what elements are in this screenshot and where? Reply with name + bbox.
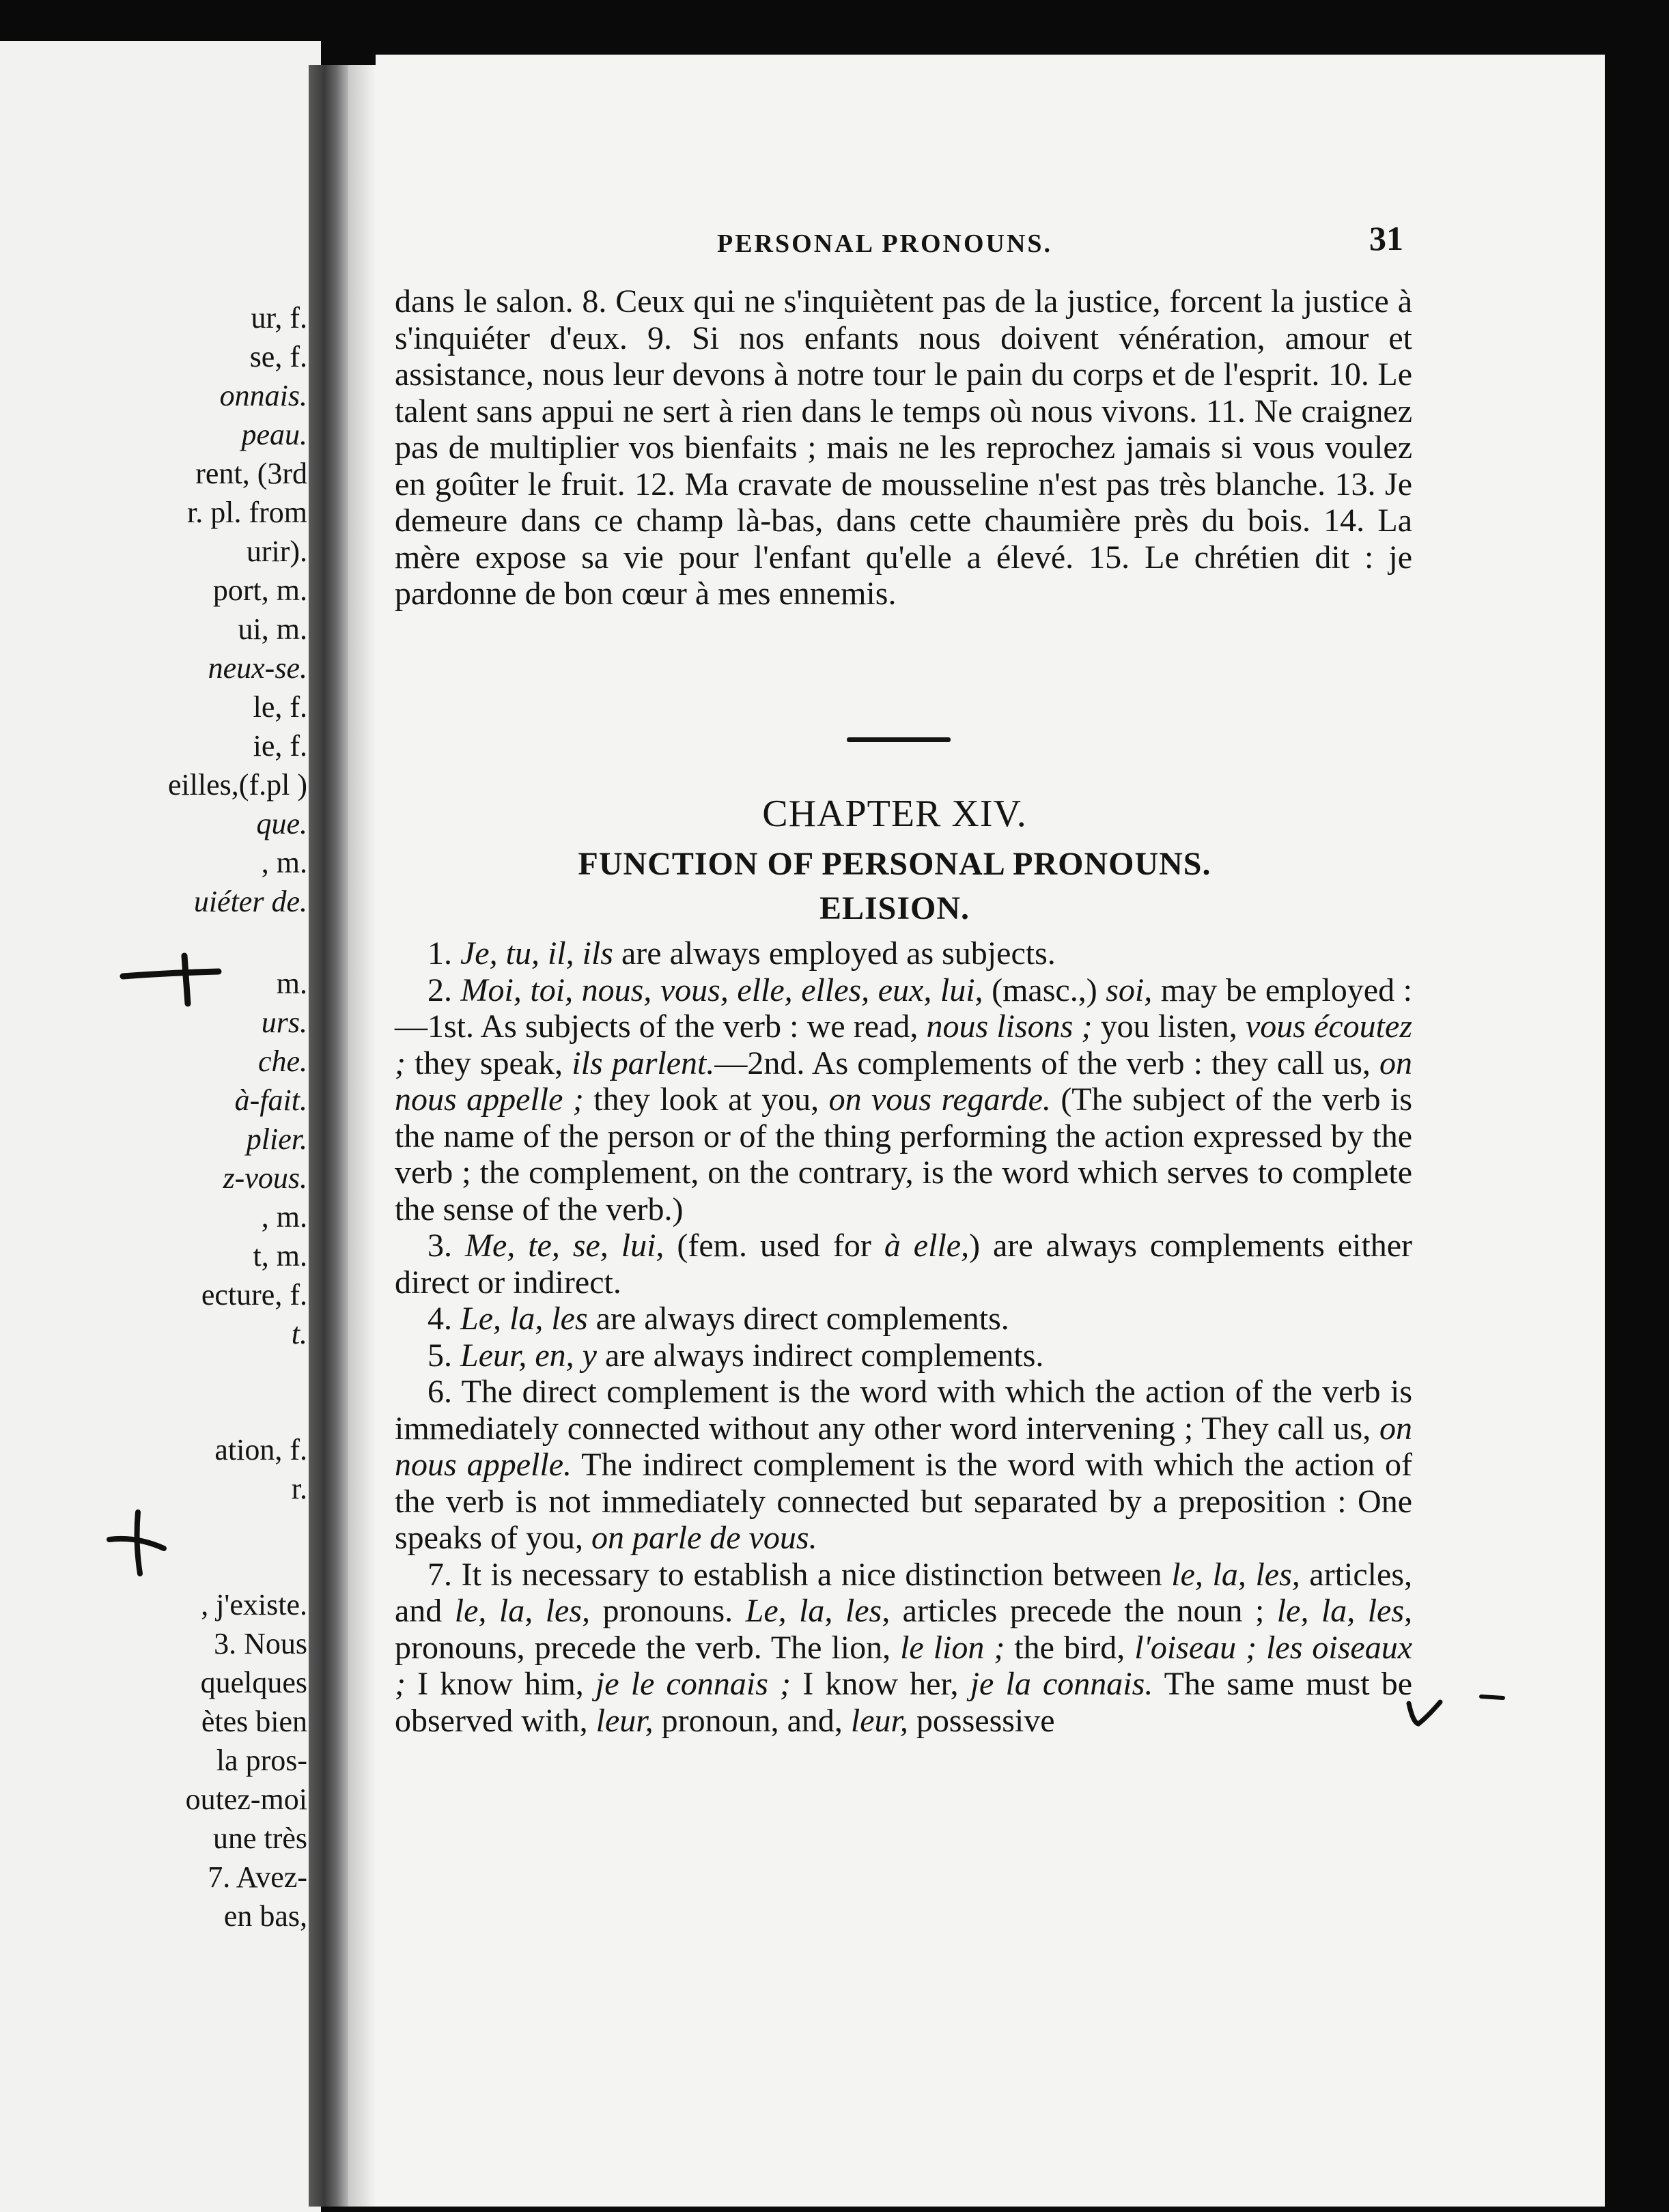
- rule-text: It is necessary to establish a nice distinction between: [461, 1556, 1172, 1593]
- left-page-line: m.: [276, 967, 307, 1000]
- french-example: leur,: [595, 1702, 654, 1739]
- left-page-line: onnais.: [219, 379, 307, 412]
- running-head: PERSONAL PRONOUNS.: [717, 229, 1053, 258]
- left-page-line: , m.: [261, 846, 307, 879]
- numbered-rule: [395, 1557, 1412, 1740]
- rule-text: I know him,: [405, 1666, 595, 1702]
- rule-text: pronouns.: [590, 1593, 746, 1629]
- left-page-line: t.: [291, 1317, 307, 1350]
- rule-text: possessive: [908, 1702, 1055, 1739]
- rule-text: ) are always complements either direct or indirect.: [395, 1228, 1413, 1301]
- french-example: on nous appelle.: [395, 1410, 1412, 1483]
- numbered-rule: [395, 1228, 1412, 1301]
- numbered-rule: [395, 1337, 1412, 1374]
- pencil-cross-mark-icon: [102, 1509, 171, 1577]
- rule-number: 3.: [427, 1228, 465, 1264]
- rule-text: pronouns, precede the verb. The lion,: [395, 1629, 901, 1666]
- rule-text: I know her,: [791, 1666, 970, 1702]
- rule-text: they speak,: [405, 1045, 572, 1081]
- rule-text: you listen,: [1092, 1008, 1246, 1045]
- right-background: [1605, 55, 1669, 2207]
- left-page-line: outez-moi: [185, 1783, 307, 1816]
- french-example: vous écoutez ;: [395, 1008, 1412, 1081]
- left-page-line: r.: [291, 1472, 307, 1505]
- left-page-line: z-vous.: [223, 1161, 307, 1195]
- rule-text: —2nd. As complements of the verb : they call us,: [714, 1045, 1380, 1081]
- rule-text: (The subject of the verb is the name of the person or of the thing performing the action expressed by the verb ; the complement, on the contrary, is the word which serves to complete the sense of the verb.): [395, 1081, 1413, 1228]
- rule-number: 7.: [427, 1556, 462, 1593]
- french-example: l'oiseau ; les oiseaux ;: [395, 1629, 1412, 1702]
- left-page-line: neux-se.: [208, 651, 307, 685]
- french-example: je le connais ;: [595, 1666, 791, 1702]
- left-page-line: en bas,: [223, 1899, 307, 1933]
- left-page-line: r. pl. from: [187, 496, 307, 529]
- left-page-line: uiéter de.: [193, 885, 307, 918]
- intro-text: dans le salon. 8. Ceux qui ne s'inquiètent pas de la justice, forcent la justice à s'inquiéter d'eux. 9. Si nos enfants nous doivent vénération, amour et assistance, nous leur devons à notre tour le pain du corps et de l'esprit. 10. Le talent sans appui ne sert à rien dans le temps où nous vivons. 11. Ne craignez pas de multiplier vos bienfaits ; mais ne les reprochez jamais si vous voulez en goûter le fruit. 12. Ma cravate de mousseline n'est pas très blanche. 13. Je demeure dans ce champ là-bas, dans cette chaumière près du bois. 14. La mère expose sa vie pour l'enfant qu'elle a élevé. 15. Le chrétien dit : je pardonne de bon cœur à mes ennemis.: [395, 283, 1412, 612]
- left-page-line: une très: [212, 1821, 307, 1855]
- french-example: on vous regarde.: [828, 1081, 1051, 1118]
- left-page-line: t, m.: [253, 1239, 307, 1273]
- left-page-line: , m.: [261, 1200, 307, 1234]
- pencil-cross-mark-icon: [120, 952, 222, 1007]
- left-page-line: la pros-: [216, 1744, 307, 1777]
- rule-number: 6.: [427, 1374, 462, 1410]
- rule-text: articles precede the noun ;: [890, 1593, 1277, 1629]
- rule-text: are always employed as subjects.: [613, 935, 1056, 972]
- left-page-line: que.: [256, 807, 307, 840]
- french-example: Le, la, les,: [745, 1593, 890, 1629]
- left-page-line: che.: [257, 1045, 307, 1078]
- left-page-line: quelques: [200, 1666, 307, 1699]
- french-example: ils parlent.: [572, 1045, 715, 1081]
- section-divider: [847, 737, 951, 742]
- left-page-line: 7. Avez-: [208, 1860, 307, 1894]
- french-example: on parle de vous.: [591, 1520, 817, 1556]
- intro-paragraph: [395, 283, 1412, 612]
- french-example: le, la, les,: [1171, 1556, 1300, 1593]
- left-page-line: port, m.: [212, 573, 307, 607]
- left-page-line: urs.: [261, 1006, 307, 1039]
- left-page-line: ui, m.: [238, 612, 307, 646]
- french-example: on nous appelle ;: [395, 1045, 1413, 1118]
- rule-text: The direct complement is the word with which the action of the verb is immediately connected without any other word intervening ; They call us,: [395, 1374, 1412, 1447]
- french-example: Moi, toi, nous, vous, elle, elles, eux, lui,: [460, 972, 983, 1008]
- left-page: [0, 41, 321, 2212]
- french-example: Leur, en, y: [460, 1337, 597, 1374]
- rule-number: 2.: [427, 972, 461, 1008]
- french-example: je la connais.: [970, 1666, 1153, 1702]
- pencil-check-mark-icon: [1403, 1690, 1444, 1731]
- left-page-line: peau.: [241, 418, 307, 451]
- gutter-shadow: [348, 65, 376, 2207]
- left-page-line: à-fait.: [234, 1083, 307, 1117]
- rule-number: 5.: [427, 1337, 460, 1374]
- rule-number: 4.: [427, 1301, 460, 1337]
- rule-text: pronoun, and,: [653, 1702, 851, 1739]
- book-gutter: [309, 65, 348, 2207]
- chapter-subtitle: FUNCTION OF PERSONAL PRONOUNS.: [578, 846, 1211, 882]
- left-page-line: le, f.: [253, 690, 307, 724]
- rule-text: are always indirect complements.: [596, 1337, 1044, 1374]
- rule-text: (masc.,): [983, 972, 1106, 1008]
- left-page-line: ecture, f.: [201, 1278, 307, 1311]
- french-example: le, la, les,: [1276, 1593, 1413, 1629]
- rule-text: are always direct complements.: [587, 1301, 1009, 1337]
- french-example: à elle,: [884, 1228, 970, 1264]
- left-page-line: rent, (3rd: [195, 457, 307, 490]
- french-example: le, la, les,: [454, 1593, 591, 1629]
- left-page-line: ètes bien: [201, 1705, 307, 1738]
- left-page-line: ie, f.: [253, 729, 307, 763]
- french-example: Le, la, les: [460, 1301, 588, 1337]
- rule-text: may be employed :—1st. As subjects of the verb : we read,: [395, 972, 1412, 1045]
- chapter-body: [395, 935, 1412, 1739]
- left-page-line: 3. Nous: [214, 1627, 307, 1660]
- rule-text: The same must be observed with,: [395, 1666, 1413, 1739]
- left-page-line: eilles,(f.pl ): [167, 768, 307, 802]
- left-page-line: ation, f.: [214, 1433, 307, 1466]
- french-example: Je, tu, il, ils: [460, 935, 613, 972]
- chapter-title: CHAPTER XIV.: [762, 793, 1027, 835]
- left-page-line: plier.: [246, 1122, 307, 1156]
- numbered-rule: [395, 1374, 1412, 1557]
- page-number: 31: [1369, 219, 1403, 257]
- rule-text: articles, and: [395, 1556, 1413, 1629]
- numbered-rule: [395, 972, 1412, 1228]
- left-page-line: urir).: [246, 535, 307, 568]
- french-example: soi,: [1106, 972, 1153, 1008]
- french-example: leur,: [850, 1702, 908, 1739]
- french-example: Me, te, se, lui,: [464, 1228, 664, 1264]
- rule-text: The indirect complement is the word with which the action of the verb is not immediately connected but separated by a preposition : One speaks of you,: [395, 1447, 1412, 1556]
- rule-text: the bird,: [1005, 1629, 1135, 1666]
- french-example: le lion ;: [900, 1629, 1005, 1666]
- numbered-rule: [395, 935, 1412, 972]
- rule-text: (fem. used for: [664, 1228, 884, 1264]
- left-page-line: ur, f.: [251, 301, 307, 335]
- left-page-line: se, f.: [249, 340, 307, 373]
- chapter-subtitle-elision: ELISION.: [819, 890, 970, 926]
- right-page: [376, 55, 1605, 2207]
- french-example: nous lisons ;: [926, 1008, 1093, 1045]
- rule-text: they look at you,: [583, 1081, 829, 1118]
- pencil-dash-mark-icon: [1478, 1690, 1506, 1703]
- rule-number: 1.: [427, 935, 460, 972]
- numbered-rule: [395, 1301, 1412, 1337]
- left-page-line: , j'existe.: [201, 1588, 307, 1621]
